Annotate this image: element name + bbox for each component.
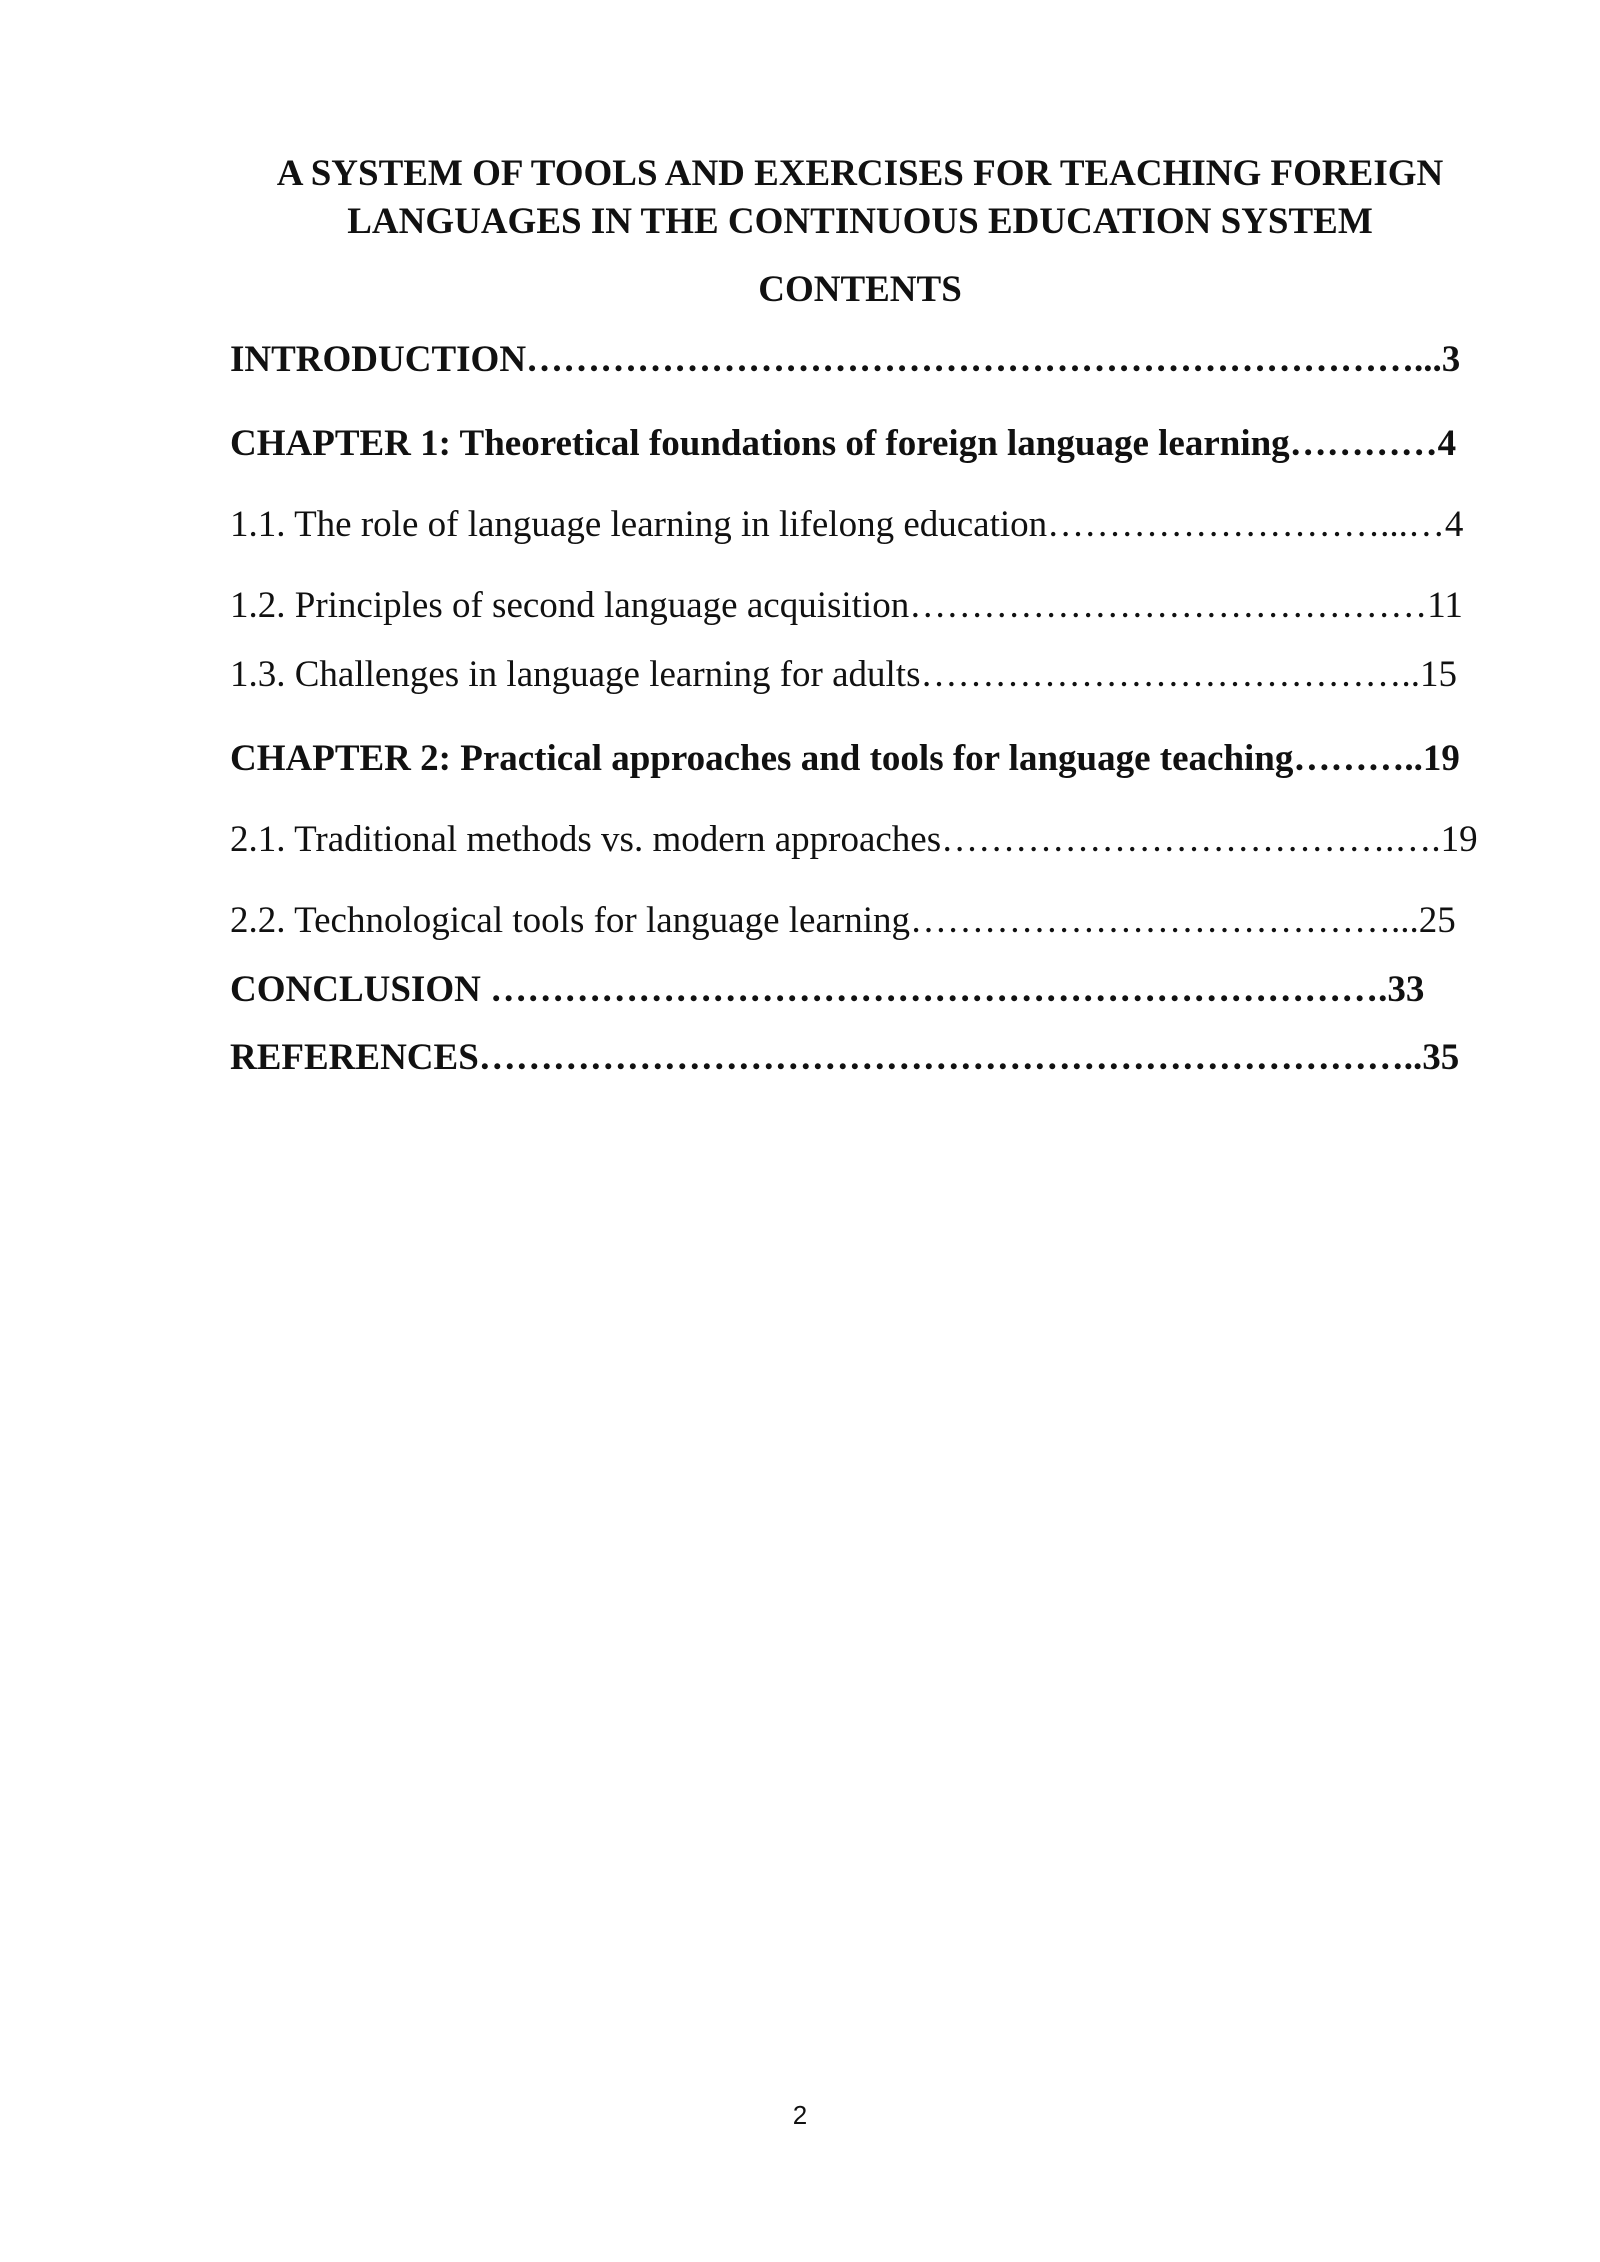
toc-entry-chapter-2: CHAPTER 2: Practical approaches and tools for language teaching………..19	[230, 738, 1460, 779]
toc-entry-2-2: 2.2. Technological tools for language learning…………………………………...25	[230, 900, 1456, 941]
page-number: 2	[792, 2100, 808, 2130]
toc-entry-1-1: 1.1. The role of language learning in lifelong education………………………...…4	[230, 504, 1464, 545]
toc-entry-2-1: 2.1. Traditional methods vs. modern approaches……………………………….….19	[230, 819, 1478, 860]
document-title-line-2: LANGUAGES IN THE CONTINUOUS EDUCATION SYSTEM	[347, 201, 1373, 242]
toc-entry-1-3: 1.3. Challenges in language learning for adults…………………………………..15	[230, 654, 1457, 695]
toc-entry-introduction: INTRODUCTION………………………………………………………………...3	[230, 339, 1461, 380]
document-title	[160, 150, 1560, 246]
toc-entry-conclusion: CONCLUSION ……………………………………………………………….33	[230, 969, 1425, 1010]
toc-entry-1-2: 1.2. Principles of second language acquisition……………………………………11	[230, 585, 1463, 626]
toc-entry-references: REFERENCES…………………………………………………………………..35	[230, 1037, 1460, 1078]
document-title-line-1: A SYSTEM OF TOOLS AND EXERCISES FOR TEACHING FOREIGN	[276, 153, 1444, 194]
toc-entry-chapter-1: CHAPTER 1: Theoretical foundations of foreign language learning…………4	[230, 423, 1457, 464]
contents-heading: CONTENTS	[758, 269, 962, 310]
